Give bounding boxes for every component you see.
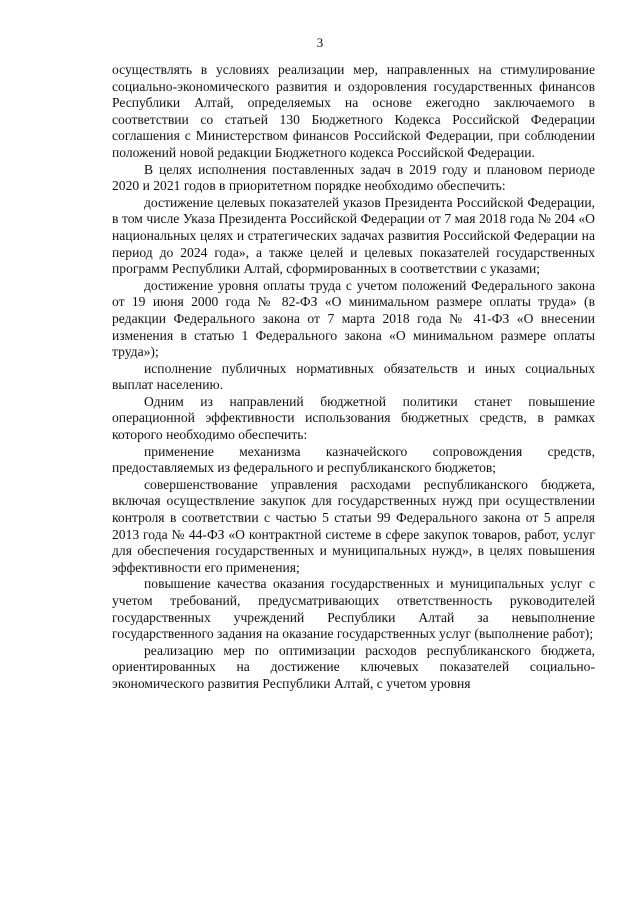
- paragraph-operational-efficiency: Одним из направлений бюджетной политики станет повышение операционной эффективности использования бюджетных средств, в рамках которого необходимо обеспечить:: [112, 393, 595, 443]
- paragraph-target-indicators: достижение целевых показателей указов Президента Российской Федерации, в том числе Указа Президента Российской Федерации от 7 мая 2018 года № 204 «О национальных целях и стратегических задачах развития Российской Федерации на период до 2024 года», а также целей и целевых показателей государственных программ Республики Алтай, сформированных в соответствии с указами;: [112, 194, 595, 277]
- paragraph-wage-level: достижение уровня оплаты труда с учетом положений Федерального закона от 19 июня 2000 года № 82-ФЗ «О минимальном размере оплаты труда» (в редакции Федерального закона от 7 марта 2018 года № 41-ФЗ «О внесении изменения в статью 1 Федерального закона «О минимальном размере оплаты труда»);: [112, 277, 595, 360]
- page-number: 3: [316, 35, 324, 50]
- paragraph-continuation: осуществлять в условиях реализации мер, направленных на стимулирование социально-экономического развития и оздоровления государственных финансов Республики Алтай, определяемых на основе ежегодно заключаемого в соответствии со статьей 130 Бюджетного Кодекса Российской Федерации соглашения с Министерством финансов Российской Федерации, при соблюдении положений новой редакции Бюджетного кодекса Российской Федерации.: [112, 62, 595, 160]
- paragraph-expense-management: совершенствование управления расходами республиканского бюджета, включая осуществление закупок для государственных нужд при осуществлении контроля в соответствии с частью 5 статьи 99 Федерального закона от 5 апреля 2013 года № 44-ФЗ «О контрактной системе в сфере закупок товаров, работ, услуг для обеспечения государственных и муниципальных нужд», в целях повышения эффективности его применения;: [112, 476, 595, 575]
- paragraph-tasks-intro: В целях исполнения поставленных задач в 2019 году и плановом периоде 2020 и 2021 годов в приоритетном порядке необходимо обеспечить:: [112, 161, 595, 194]
- paragraph-expense-optimization: реализацию мер по оптимизации расходов республиканского бюджета, ориентированных на достижение ключевых показателей социально-экономического развития Республики Алтай, с учетом уровня: [112, 642, 595, 691]
- document-body: [112, 62, 595, 693]
- paragraph-treasury-support: применение механизма казначейского сопровождения средств, предоставляемых из федерального и республиканского бюджетов;: [112, 443, 595, 476]
- paragraph-service-quality: повышение качества оказания государственных и муниципальных услуг с учетом требований, предусматривающих ответственность руководителей государственных учреждений Республики Алтай за невыполнение государственного задания на оказание государственных услуг (выполнение работ);: [112, 576, 595, 642]
- paragraph-public-obligations: исполнение публичных нормативных обязательств и иных социальных выплат населению.: [112, 360, 595, 393]
